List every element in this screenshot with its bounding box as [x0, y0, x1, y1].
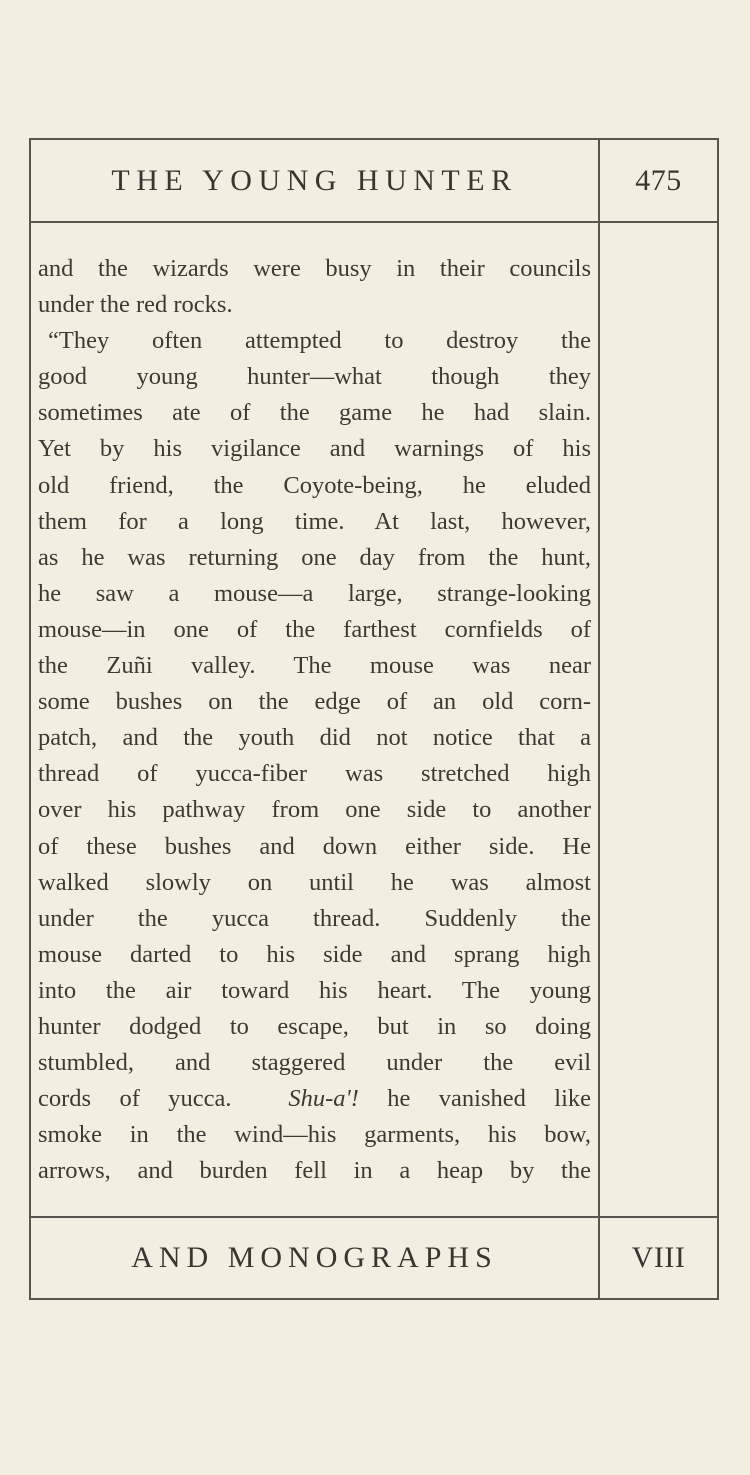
text-line: patch, and the youth did not notice that a — [38, 724, 591, 752]
text-line: hunter dodged to escape, but in so doing — [38, 1012, 591, 1040]
text-line: mouse—in one of the farthest cornfields of — [38, 615, 591, 643]
text-line: into the air toward his heart. The young — [38, 976, 591, 1004]
text-line: the Zuñi valley. The mouse was near — [38, 652, 591, 680]
text-fragment: cords of yucca. — [38, 1085, 232, 1113]
running-head-title: THE YOUNG HUNTER — [111, 163, 518, 197]
text-line: some bushes on the edge of an old corn- — [38, 688, 591, 716]
text-line: thread of yucca-fiber was stretched high — [38, 760, 591, 788]
text-line: smoke in the wind—his garments, his bow, — [38, 1121, 591, 1149]
footer-series-title: AND MONOGRAPHS — [131, 1241, 498, 1274]
text-line: under the yucca thread. Suddenly the — [38, 904, 591, 932]
text-line: of these bushes and down either side. He — [38, 832, 591, 860]
body-text — [38, 251, 591, 1189]
text-fragment: he vanished like — [358, 1085, 591, 1113]
text-line: arrows, and burden fell in a heap by the — [38, 1157, 591, 1185]
volume-number: VIII — [631, 1241, 686, 1274]
text-line: them for a long time. At last, however, — [38, 507, 591, 535]
text-line: mouse darted to his side and sprang high — [38, 940, 591, 968]
text-line: and the wizards were busy in their councils — [38, 255, 591, 282]
column-divider — [598, 138, 600, 1300]
text-line: stumbled, and staggered under the evil — [38, 1049, 591, 1077]
text-line: under the red rocks. — [38, 291, 233, 319]
text-line: sometimes ate of the game he had slain. — [38, 399, 591, 427]
text-line: good young hunter—what though they — [38, 363, 591, 391]
text-line: walked slowly on until he was almost — [38, 868, 591, 896]
header-rule — [31, 221, 717, 223]
text-line: Yet by his vigilance and warnings of his — [38, 435, 591, 463]
text-line: as he was returning one day from the hunt, — [38, 543, 591, 571]
italic-exclamation: Shu-a'! — [288, 1085, 359, 1113]
text-line: over his pathway from one side to another — [38, 796, 591, 824]
text-line: “They often attempted to destroy the — [48, 327, 591, 355]
text-line: he saw a mouse—a large, strange-looking — [38, 579, 591, 607]
text-line: old friend, the Coyote-being, he eluded — [38, 471, 591, 499]
page-number: 475 — [635, 163, 682, 197]
text-line-with-italic — [38, 1081, 591, 1117]
